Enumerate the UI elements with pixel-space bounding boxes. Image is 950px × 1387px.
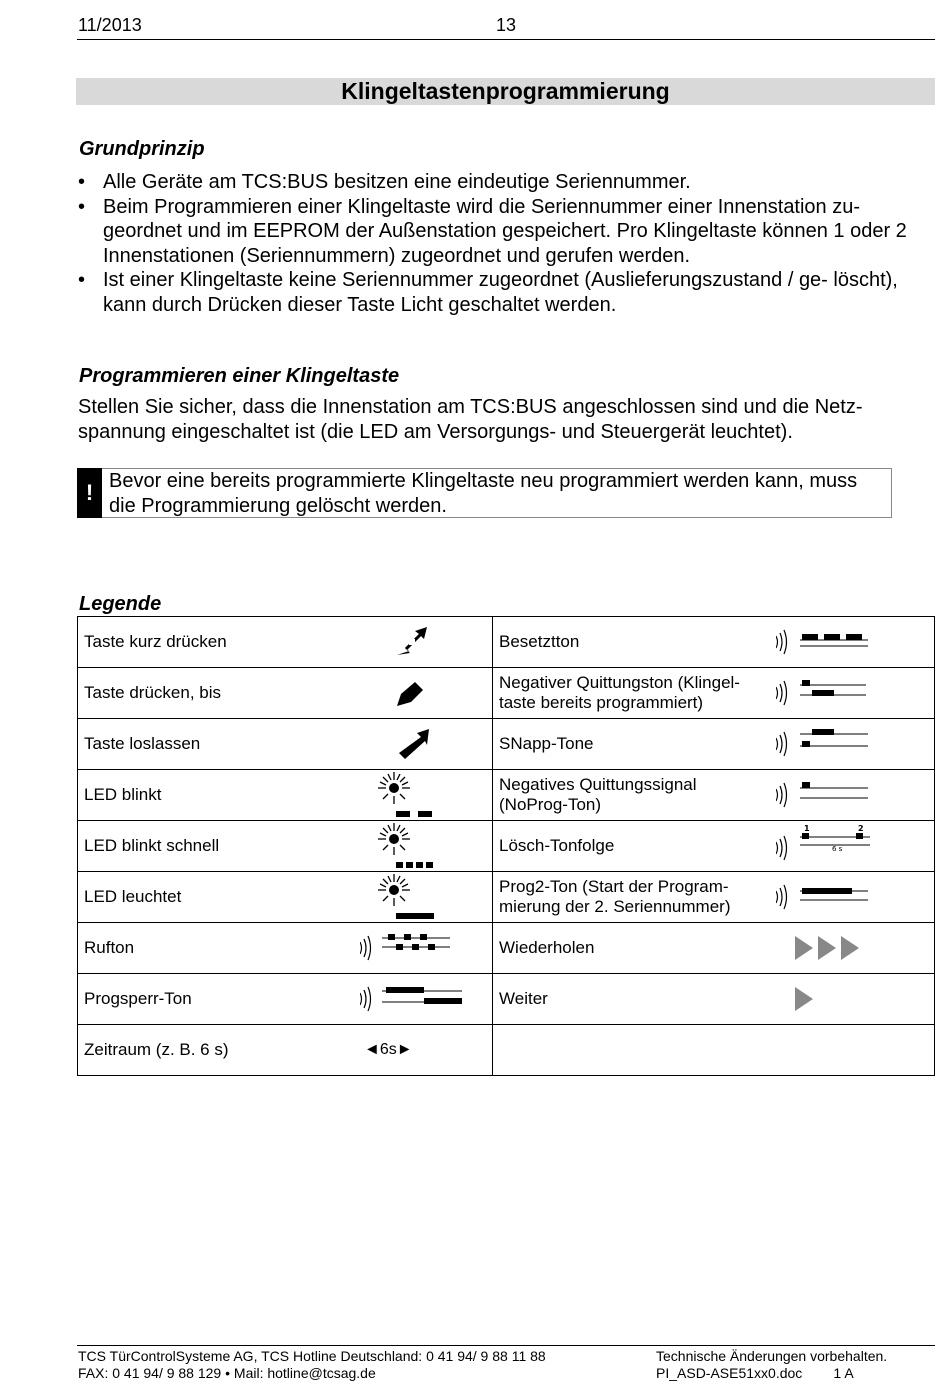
table-row: [78, 668, 935, 719]
footer-disclaimer: Technische Änderungen vorbehalten.: [656, 1348, 888, 1364]
legend-label: LED blinkt: [84, 785, 162, 804]
legend-label: Wiederholen: [499, 938, 595, 957]
legend-label: SNapp-Tone: [499, 734, 594, 753]
list-item: • Beim Programmieren einer Klingeltaste wird die Seriennummer einer Innenstation zu- geordnet und im EEPROM der Außenstation gespeichert. Pro Klingeltaste können 1 oder 2 Innenstationen (Seriennummern) zugeordnet und gerufen werden.: [78, 195, 918, 269]
table-row: [78, 872, 935, 923]
tone-mark-1: 1: [804, 824, 810, 833]
led-blink-icon: [374, 770, 444, 820]
legend-label: Taste loslassen: [84, 734, 201, 753]
period-icon: ◄6s►: [364, 1041, 413, 1058]
legend-label: Besetztton: [499, 632, 580, 651]
legend-label: Prog2-Ton (Start der Program- mierung der 2. Seriennummer): [499, 877, 731, 916]
header-page-number: 13: [496, 15, 517, 35]
table-row: [78, 1025, 935, 1076]
legend-label: Negativer Quittungston (Klingel- taste bereits programmiert): [499, 673, 740, 712]
note-text: Bevor eine bereits programmierte Klingeltaste neu programmiert werden kann, muss die Programmierung gelöscht werden.: [109, 470, 858, 517]
legend-label: Weiter: [499, 989, 548, 1008]
negative-ack-tone-icon: [776, 668, 871, 718]
repeat-icon: [793, 923, 873, 973]
table-row: [78, 770, 935, 821]
legend-label: Zeitraum (z. B. 6 s): [84, 1040, 229, 1059]
led-blink-fast-icon: [374, 821, 444, 871]
section-paragraph: Stellen Sie sicher, dass die Innenstation am TCS:BUS angeschlossen sind und die Netz- spannung eingeschaltet ist (die LED am Versorgungs- und Steuergerät leuchtet).: [78, 396, 863, 443]
legend-label: Taste kurz drücken: [84, 632, 227, 651]
page-title: Klingeltastenprogrammierung: [341, 78, 670, 104]
footer-contact-line1: TCS TürControlSysteme AG, TCS Hotline Deutschland: 0 41 94/ 9 88 11 88: [78, 1348, 546, 1364]
list-item: • Ist einer Klingeltaste keine Seriennummer zugeordnet (Auslieferungszustand / ge- löscht), kann durch Drücken dieser Taste Licht geschaltet werden.: [78, 268, 918, 317]
legend-label: Progsperr-Ton: [84, 989, 192, 1008]
table-row: [78, 719, 935, 770]
tone-period-label: 6 s: [832, 845, 843, 853]
legend-label: Lösch-Tonfolge: [499, 836, 615, 855]
principle-list: [78, 170, 918, 317]
press-short-icon: [393, 617, 433, 667]
noprog-tone-icon: [776, 770, 871, 820]
legend-label: Taste drücken, bis: [84, 683, 222, 702]
prog-lock-tone-icon: [360, 974, 465, 1024]
legend-table: [77, 616, 935, 1076]
header-date: 11/2013: [78, 15, 142, 35]
next-icon: [793, 974, 833, 1024]
led-on-icon: [374, 872, 444, 922]
delete-tone-sequence-icon: [776, 821, 876, 871]
tone-mark-2: 2: [858, 824, 864, 833]
header-divider: [77, 39, 935, 40]
footer-divider: [77, 1345, 935, 1346]
prog2-tone-icon: [776, 872, 871, 922]
snapp-tone-icon: [776, 719, 871, 769]
legend-label: LED leuchtet: [84, 887, 182, 906]
footer-contact-line2: FAX: 0 41 94/ 9 88 129 • Mail: hotline@tcsag.de: [78, 1365, 376, 1381]
section-heading-grundprinzip: Grundprinzip: [79, 138, 205, 160]
legend-heading: Legende: [79, 593, 162, 615]
footer-doc-id: PI_ASD-ASE51xx0.doc 1 A: [656, 1365, 854, 1381]
warning-icon: !: [77, 468, 102, 518]
release-icon: [393, 719, 433, 769]
table-row: [78, 821, 935, 872]
press-hold-icon: [393, 668, 433, 718]
legend-label: Negatives Quittungssignal (NoProg-Ton): [499, 775, 697, 814]
table-row: [78, 617, 935, 668]
list-item: • Alle Geräte am TCS:BUS besitzen eine eindeutige Seriennummer.: [78, 170, 918, 195]
table-row: [78, 974, 935, 1025]
busy-tone-icon: [776, 617, 871, 667]
table-row: [78, 923, 935, 974]
legend-label: LED blinkt schnell: [84, 836, 220, 855]
ring-tone-icon: [360, 923, 455, 973]
legend-label: Rufton: [84, 938, 135, 957]
section-heading-programmieren: Programmieren einer Klingeltaste: [79, 365, 400, 387]
empty-cell: [493, 1025, 934, 1075]
